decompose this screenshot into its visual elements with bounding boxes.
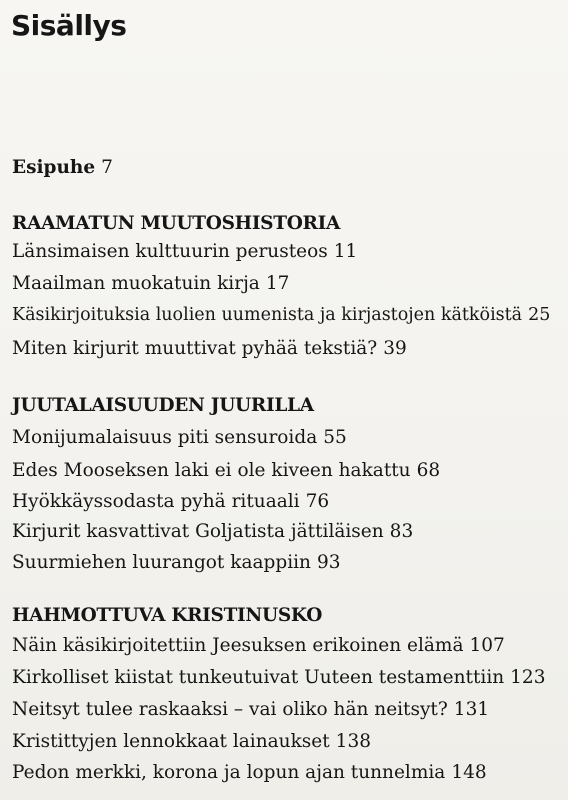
toc-entry <box>12 422 347 453</box>
section-heading: RAAMATUN MUUTOSHISTORIA <box>12 213 340 234</box>
toc-entry-label: Näin käsikirjoitettiin Jeesuksen erikoinen elämä <box>12 635 464 656</box>
toc-entry-page: 123 <box>510 667 546 688</box>
toc-entry-page: 17 <box>265 273 290 294</box>
toc-entry-page: 39 <box>383 338 407 359</box>
section-heading: JUUTALAISUUDEN JUURILLA <box>12 395 314 416</box>
toc-entry-page: 7 <box>101 157 113 178</box>
toc-entry <box>12 726 371 757</box>
toc-entry-label: Miten kirjurit muuttivat pyhää tekstiä? <box>12 338 378 359</box>
toc-entry <box>12 236 357 267</box>
toc-entry-label: Esipuhe <box>12 157 96 178</box>
toc-entry <box>12 662 545 693</box>
toc-entry <box>12 268 289 299</box>
toc-entry-page: 68 <box>416 460 441 481</box>
toc-entry <box>12 333 407 364</box>
toc-entry-label: Kirkolliset kiistat tunkeutuivat Uuteen testamenttiin <box>12 667 505 688</box>
toc-entry-label: Käsikirjoituksia luolien uumenista ja kirjastojen kätköistä <box>12 305 523 325</box>
toc-entry-page: 138 <box>335 731 371 752</box>
toc-entry <box>12 300 550 331</box>
toc-entry-page: 93 <box>316 552 341 573</box>
toc-entry <box>12 547 341 578</box>
toc-entry <box>12 694 489 725</box>
toc-entry-page: 76 <box>305 491 330 512</box>
toc-entry-page: 25 <box>528 305 551 325</box>
toc-entry-page: 107 <box>469 635 505 656</box>
toc-entry <box>12 486 329 517</box>
toc-entry <box>12 455 440 486</box>
page-title: Sisällys <box>11 9 127 42</box>
toc-entry-page: 131 <box>453 699 490 720</box>
toc-entry-label: Länsimaisen kulttuurin perusteos <box>12 241 328 262</box>
toc-entry-label: Edes Mooseksen laki ei ole kiveen hakattu <box>12 460 411 481</box>
toc-entry <box>12 516 413 547</box>
toc-entry-page: 11 <box>333 241 358 262</box>
section-heading: HAHMOTTUVA KRISTINUSKO <box>12 605 323 626</box>
toc-entry <box>12 757 487 788</box>
toc-entry-page: 83 <box>389 521 414 542</box>
toc-entry-label: Pedon merkki, korona ja lopun ajan tunnelmia <box>12 762 446 783</box>
toc-entry <box>12 630 505 661</box>
toc-entry-label: Monijumalaisuus piti sensuroida <box>12 427 318 448</box>
toc-entry-label: Neitsyt tulee raskaaksi – vai oliko hän neitsyt? <box>12 699 448 720</box>
toc-entry-label: Kristittyjen lennokkaat lainaukset <box>12 731 330 752</box>
toc-entry-page: 55 <box>323 427 347 448</box>
toc-entry-preface <box>12 152 113 183</box>
toc-entry-label: Hyökkäyssodasta pyhä rituaali <box>12 491 300 512</box>
toc-entry-label: Maailman muokatuin kirja <box>12 273 260 294</box>
toc-entry-label: Kirjurit kasvattivat Goljatista jättiläisen <box>12 521 384 542</box>
toc-entry-label: Suurmiehen luurangot kaappiin <box>12 552 311 573</box>
toc-entry-page: 148 <box>451 762 487 783</box>
